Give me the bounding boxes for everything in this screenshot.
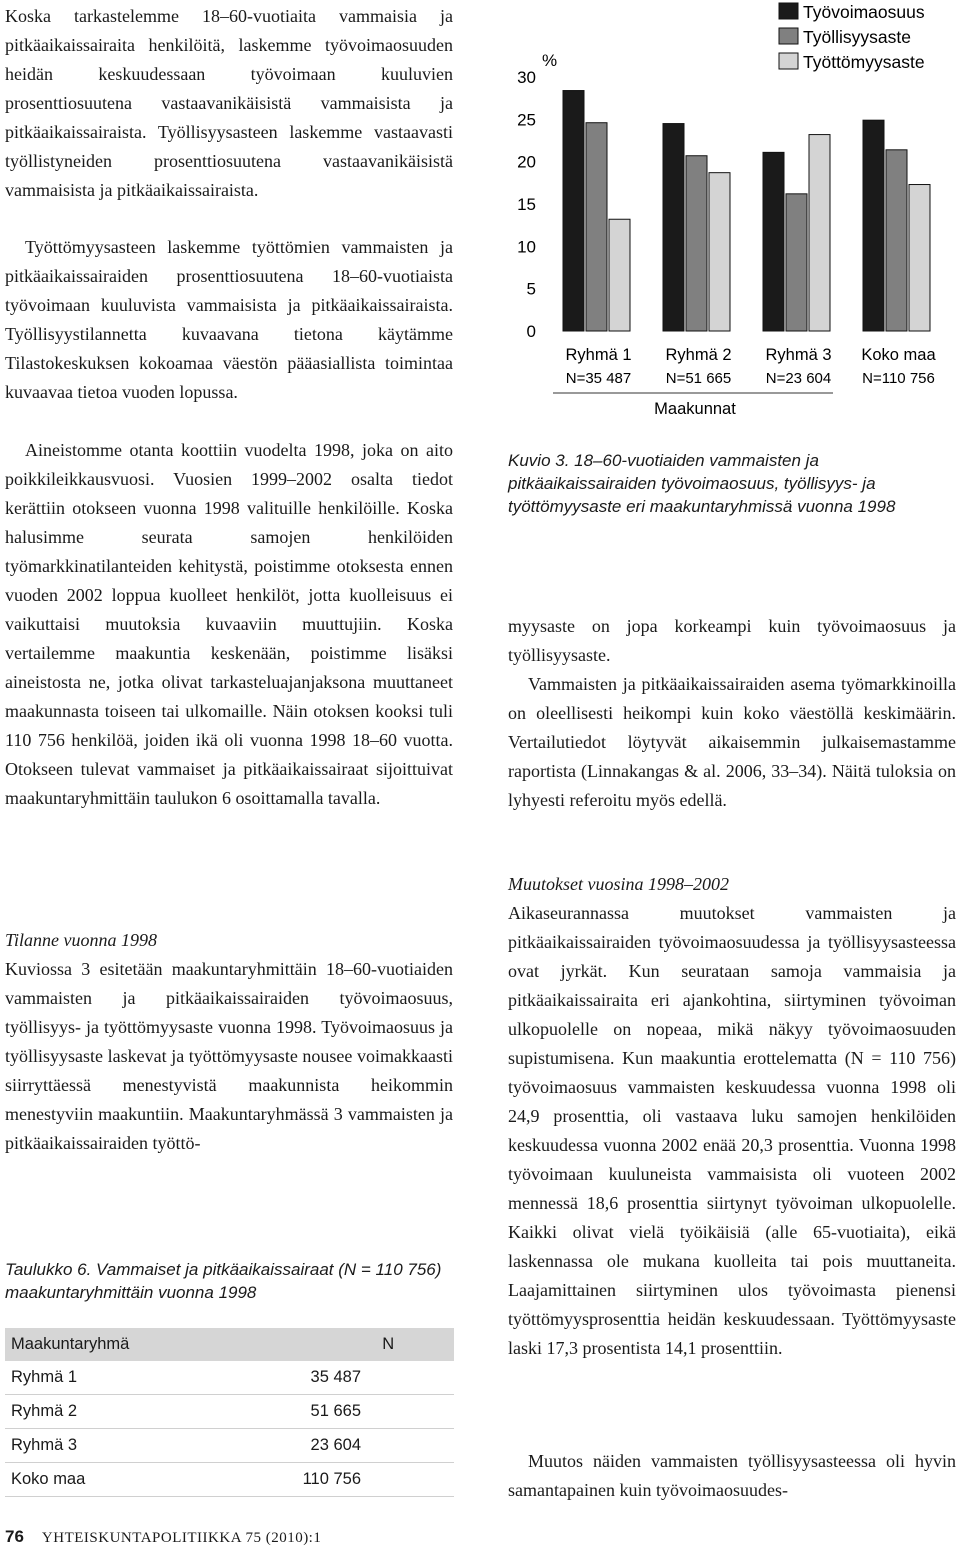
y-tick-label: 10 (517, 237, 536, 257)
bar-0-0 (563, 91, 584, 331)
table-cell: Ryhmä 3 (5, 1429, 208, 1463)
bar-1-2 (786, 194, 807, 331)
table-header-cell: Maakuntaryhmä (5, 1328, 208, 1361)
table-cell: 51 665 (208, 1395, 454, 1429)
x-axis-group-label: Maakunnat (654, 400, 736, 418)
y-axis-label: % (542, 51, 558, 70)
body-paragraph: Aikaseurannassa muutokset vammaisten ja pitkäaikaissairaiden työvoimaosuudessa ja työllisyysasteessa ovat jyrkät. Kun seurataan samoja vammaisia ja pitkäaikaissairaita eri ajankohtina, siirtyminen työvoiman ulkopuolelle on nopeaa, mikä näkyy työvoimaosuuden supistumisena. Kun maakuntia erottelematta (N = 110 756) työvoimaosuus vammaisten keskuudessa vuonna 1998 oli 24,9 prosenttia, oli vastaava luku samojen henkilöiden keskuudessa vuonna 2002 enää 20,3 prosenttia. Vuonna 1998 työvoimaan kuuluneista vammaisista oli vuoteen 2002 mennessä 18,6 prosenttia siirtynyt työvoiman ulkopuolelle. Kaikki olivat vielä työikäisiä (alle 65-vuotiaita), eikä laskennassa ole mukana kuolleita tai pois muuttaneita. Laajamittainen siirtyminen ulos työvoimasta pienensi työttömyysprosenttia heidän keskuudessaan. Työttömyysaste laski 17,3 prosentista 14,1 prosenttiin. (508, 903, 956, 1358)
table-cell: Koko maa (5, 1463, 208, 1497)
legend-label: Työvoimaosuus (803, 2, 925, 22)
x-tick-sublabel: N=51 665 (665, 370, 732, 387)
data-table (5, 1328, 454, 1497)
y-tick-label: 20 (517, 152, 536, 172)
bar-1-0 (586, 123, 607, 331)
table-row (5, 1463, 454, 1497)
journal-name: YHTEISKUNTAPOLITIIKKA 75 (2010):1 (41, 1530, 322, 1546)
figure-caption: Kuvio 3. 18–60-vuotiaiden vammaisten ja pitkäaikaissairaiden työvoimaosuus, työllisyys- ja työttömyysaste eri maakuntaryhmissä vuonna 1998 (508, 451, 896, 516)
table-cell: 35 487 (208, 1361, 454, 1395)
bar-2-1 (709, 173, 730, 331)
bar-0-2 (763, 152, 784, 331)
table-cell: 23 604 (208, 1429, 454, 1463)
x-axis-labels (565, 346, 936, 387)
body-paragraph: myysaste on jopa korkeampi kuin työvoimaosuus ja työllisyysaste. (508, 616, 956, 665)
x-tick-sublabel: N=35 487 (565, 370, 632, 387)
table-caption: Taulukko 6. Vammaiset ja pitkäaikaissairaat (N = 110 756) maakuntaryhmittäin vuonna 1998 (5, 1260, 442, 1302)
y-tick-label: 15 (517, 195, 536, 214)
table-cell: Ryhmä 1 (5, 1361, 208, 1395)
y-axis-ticks (517, 68, 536, 341)
legend-swatch (779, 3, 798, 19)
body-paragraph: Koska tarkastelemme 18–60-vuotiaita vammaisia ja pitkäaikaissairaita henkilöitä, laskemme työvoimaosuuden heidän keskuudessaan työvoimaan kuuluvien prosenttiosuutena vastaavanikäisistä vammaisista ja pitkäaikaissairaista. Työllisyysasteen laskemme vastaavasti työllistyneiden prosenttiosuutena vastaavanikäisistä vammaisista ja pitkäaikaissairaista. (5, 6, 453, 200)
legend-label: Työllisyysaste (803, 27, 911, 47)
chart-legend (779, 2, 925, 72)
page-number: 76 (5, 1527, 24, 1546)
x-tick-label: Ryhmä 2 (665, 346, 732, 364)
bar-2-3 (909, 185, 930, 331)
x-tick-label: Koko maa (861, 346, 936, 364)
bar-0-3 (863, 120, 884, 331)
bar-2-2 (809, 135, 830, 331)
legend-swatch (779, 28, 798, 44)
x-tick-sublabel: N=110 756 (862, 370, 935, 387)
table-header-cell: N (208, 1328, 454, 1361)
bar-1-3 (886, 150, 907, 331)
y-tick-label: 0 (526, 322, 536, 341)
legend-label: Työttömyysaste (803, 52, 925, 72)
body-paragraph: Vammaisten ja pitkäaikaissairaiden asema työmarkkinoilla on oleellisesti heikompi kuin koko väestöllä keskimäärin. Vertailutiedot löytyvät aikaisemmin julkaisemastamme raportista (Linnakangas & al. 2006, 33–34). Näitä tuloksia on lyhyesti referoitu myös edellä. (508, 674, 956, 810)
table-cell: Ryhmä 2 (5, 1395, 208, 1429)
body-paragraph: Kuviossa 3 esitetään maakuntaryhmittäin 18–60-vuotiaiden vammaisten ja pitkäaikaissairaiden työvoimaosuus, työllisyys- ja työttömyysaste vuonna 1998. Työvoimaosuus ja työllisyysaste laskevat ja työttömyysaste nousee voimakkaasti siirryttäessä menestyvistä maakunnista heikommin menestyviin maakuntiin. Maakuntaryhmässä 3 vammaisten ja pitkäaikaissairaiden työttö- (5, 959, 453, 1153)
page-footer (5, 1527, 505, 1553)
bar-0-1 (663, 124, 684, 331)
body-paragraph: Aineistomme otanta koottiin vuodelta 1998, joka on aito poikkileikkausvuosi. Vuosien 1999–2002 osalta tiedot kerättiin otokseen vuonna 1998 valituille henkilöille. Koska halusimme seurata samojen henkilöiden työmarkkinatilanteiden kehitystä, poistimme otoksesta ennen vuoden 2002 loppua kuolleet henkilöt, jotta kuolleisuus ei vaikuttaisi muutoksia kuvaaviin muuttujiin. Koska vertailemme maakuntia keskenään, poistimme lisäksi aineistosta ne, jotka olivat tarkasteluajanjaksona muuttaneet maakunnasta toiseen tai ulkomaille. Näin otoksen kooksi tuli 110 756 henkilöä, joiden ikä oli vuonna 1998 18–60 vuotta. Otokseen tulevat vammaiset ja pitkäaikaissairaat sijoittuivat maakuntaryhmittäin taulukon 6 osoittamalla tavalla. (5, 440, 453, 808)
table-row (5, 1361, 454, 1395)
section-subheading: Tilanne vuonna 1998 (5, 930, 157, 950)
table-header-row (5, 1328, 454, 1361)
table-cell: 110 756 (208, 1463, 454, 1497)
x-tick-sublabel: N=23 604 (765, 370, 832, 387)
bar-2-0 (609, 219, 630, 331)
bar-1-1 (686, 156, 707, 331)
x-tick-label: Ryhmä 1 (565, 346, 632, 364)
body-paragraph: Muutos näiden vammaisten työllisyysasteessa oli hyvin samantapainen kuin työvoimaosuudes- (508, 1451, 956, 1500)
legend-swatch (779, 53, 798, 69)
y-tick-label: 30 (517, 68, 536, 87)
y-tick-label: 5 (526, 279, 536, 299)
bar-chart (508, 0, 958, 425)
section-subheading: Muutokset vuosina 1998–2002 (508, 874, 729, 894)
chart-bars (563, 91, 930, 331)
x-tick-label: Ryhmä 3 (765, 346, 832, 364)
table-row (5, 1395, 454, 1429)
body-paragraph: Työttömyysasteen laskemme työttömien vammaisten ja pitkäaikaissairaiden prosenttiosuutena 18–60-vuotiaista työvoimaan kuuluvista vammaisista ja pitkäaikaissairaista. Työllisyystilannetta kuvaavana tietona käytämme Tilastokeskuksen kokoamaa väestön pääasiallista toimintaa kuvaavaa tietoa vuoden lopussa. (5, 237, 453, 402)
y-tick-label: 25 (517, 110, 536, 130)
table-row (5, 1429, 454, 1463)
